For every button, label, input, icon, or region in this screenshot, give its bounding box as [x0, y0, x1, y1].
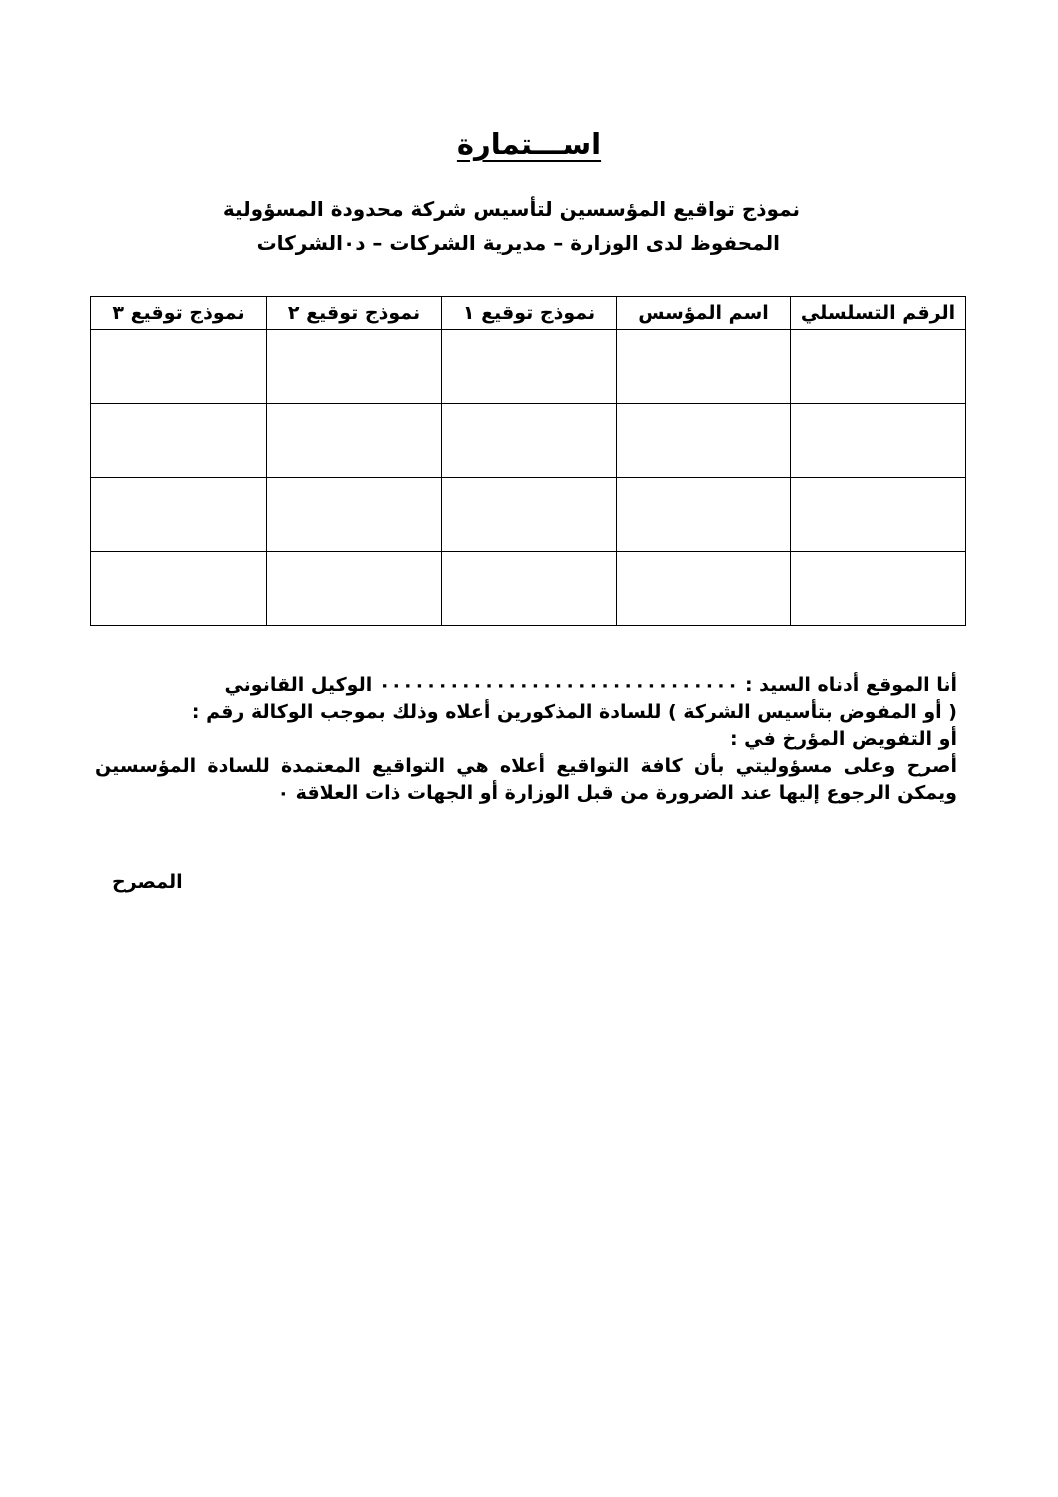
column-header-signature-2: نموذج توقيع ٢ — [267, 297, 442, 330]
signature-2-cell — [267, 552, 442, 626]
founder-name-cell — [617, 404, 791, 478]
column-header-signature-3: نموذج توقيع ٣ — [91, 297, 267, 330]
signature-2-cell — [267, 404, 442, 478]
declaration-line-agent: أنا الموقع أدناه السيد : ٠٠٠٠٠٠٠٠٠٠٠٠٠٠٠٠٠٠٠٠٠٠٠٠٠٠٠٠٠٠٠ الوكيل القانوني — [224, 674, 957, 696]
signature-2-cell — [267, 330, 442, 404]
signature-3-cell — [91, 478, 267, 552]
signature-1-cell — [442, 330, 617, 404]
declaration-line-statement: أصرح وعلى مسؤوليتي بأن كافة التواقيع أعلاه هي التواقيع المعتمدة للسادة المؤسسين ويمكن الرجوع إليها عند الضرورة من قبل الوزارة أو الجهات ذات العلاقة ٠ — [95, 755, 957, 804]
form-subtitle-authority: المحفوظ لدى الوزارة – مديرية الشركات – د٠الشركات — [256, 231, 780, 255]
table-row — [91, 478, 966, 552]
founder-name-cell — [617, 478, 791, 552]
founder-name-cell — [617, 552, 791, 626]
declaration-line-authorization-date: أو التفويض المؤرخ في : — [729, 728, 957, 750]
signature-1-cell — [442, 552, 617, 626]
form-title: اســـتمارة — [456, 127, 602, 161]
form-subtitle: نموذج تواقيع المؤسسين لتأسيس شركة محدودة المسؤولية — [222, 197, 800, 221]
column-header-founder-name: اسم المؤسس — [617, 297, 791, 330]
signature-1-cell — [442, 404, 617, 478]
founders-signature-table — [90, 296, 966, 626]
column-header-signature-1: نموذج توقيع ١ — [442, 297, 617, 330]
table-row — [91, 330, 966, 404]
signature-3-cell — [91, 552, 267, 626]
signature-3-cell — [91, 404, 267, 478]
founder-name-cell — [617, 330, 791, 404]
table-row — [91, 552, 966, 626]
declaration-text — [95, 672, 957, 807]
serial-number-cell — [791, 552, 966, 626]
signature-1-cell — [442, 478, 617, 552]
serial-number-cell — [791, 478, 966, 552]
table-row — [91, 404, 966, 478]
serial-number-cell — [791, 404, 966, 478]
column-header-serial-number: الرقم التسلسلي — [791, 297, 966, 330]
declarant-label: المصرح — [112, 871, 183, 893]
signature-2-cell — [267, 478, 442, 552]
serial-number-cell — [791, 330, 966, 404]
signature-3-cell — [91, 330, 267, 404]
declaration-line-power-of-attorney: ( أو المفوض بتأسيس الشركة ) للسادة المذكورين أعلاه وذلك بموجب الوكالة رقم : — [191, 701, 957, 723]
table-header-row — [91, 297, 966, 330]
